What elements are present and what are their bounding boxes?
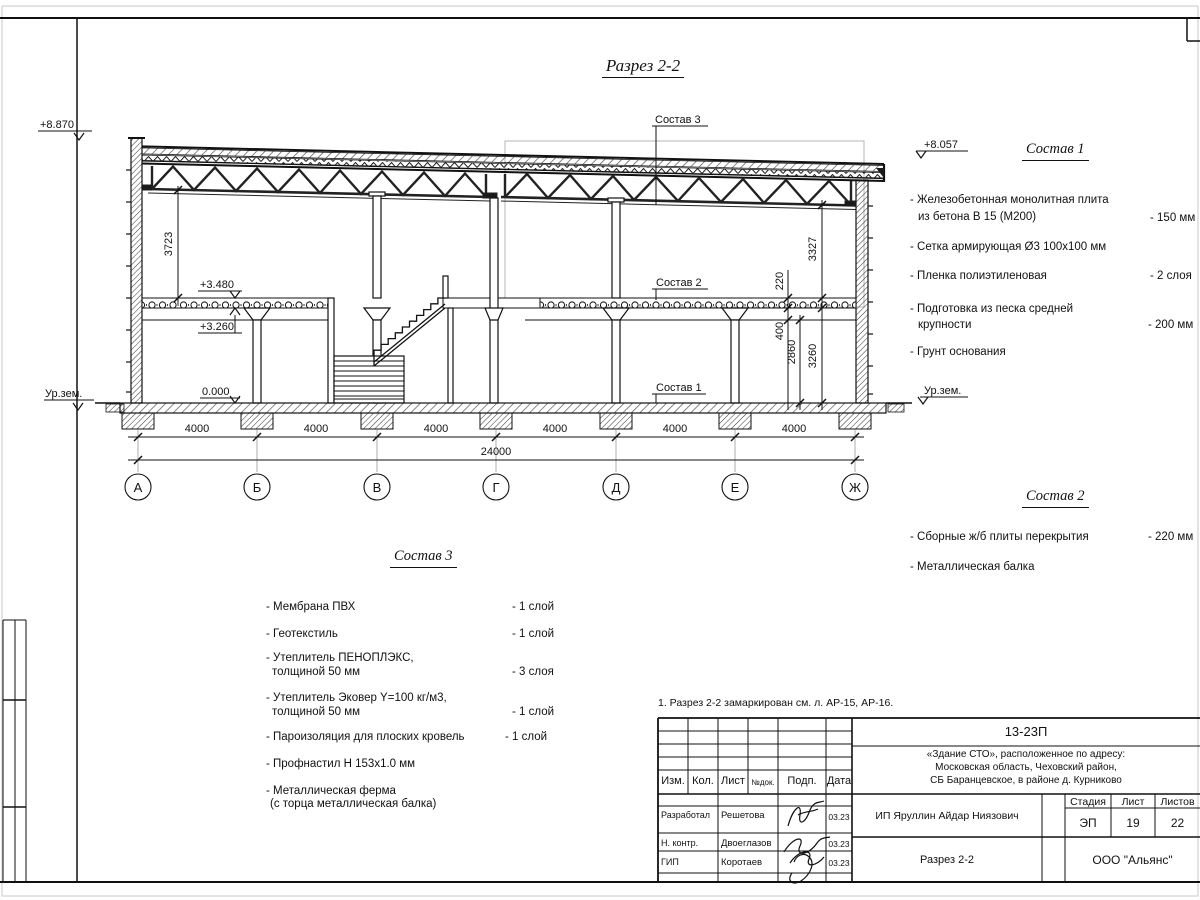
date-gip: 03.23 <box>828 858 850 868</box>
sostav3-item-value: - 1 слой <box>512 601 555 613</box>
grid-label-g: Г <box>492 480 500 495</box>
col-ndok: №док. <box>751 778 775 787</box>
date-developed: 03.23 <box>828 812 850 822</box>
elev-zero: 0.000 <box>202 386 230 398</box>
sheets-label: Листов <box>1160 796 1195 808</box>
signature-1 <box>788 801 824 826</box>
side-stamp <box>3 620 26 882</box>
sostav3-item: - Геотекстиль <box>266 628 338 640</box>
sostav3-item-value: - 1 слой <box>505 731 548 743</box>
role-developed: Разработал <box>661 810 710 820</box>
dim-3723: 3723 <box>163 231 175 257</box>
ref-sostav2: Состав 2 <box>656 277 702 289</box>
doc-number: 13-23П <box>1004 724 1048 739</box>
sostav1-item: - Грунт основания <box>910 346 1006 358</box>
right-wall <box>856 180 868 403</box>
dim-bay-2: 4000 <box>303 423 329 435</box>
col-data: Дата <box>826 775 852 787</box>
sheet-label: Лист <box>1121 796 1145 808</box>
sostav2-item: - Металлическая балка <box>910 561 1035 573</box>
page-title: Разрез 2-2 <box>563 56 723 76</box>
stage-label: Стадия <box>1070 796 1106 808</box>
sostav1-item: - Сетка армирующая Ø3 100х100 мм <box>910 241 1107 253</box>
sostav1-header: Состав 1 <box>1022 141 1089 161</box>
staircase <box>328 276 453 403</box>
sostav1-item-value: - 150 мм <box>1150 212 1196 224</box>
sostav1-item: крупности <box>918 319 972 331</box>
sostav3-header: Состав 3 <box>390 548 457 568</box>
grid-label-a: А <box>133 480 143 495</box>
client-name: ИП Яруллин Айдар Ниязович <box>875 810 1019 822</box>
sostav3-item: - Пароизоляция для плоских кровель <box>266 731 465 743</box>
sostav3-item: - Утеплитель ПЕНОПЛЭКС, <box>266 652 414 664</box>
dim-bay-1: 4000 <box>184 423 210 435</box>
col-kol: Кол. <box>692 775 714 787</box>
object-address-3: СБ Баранцевское, в районе д. Курниково <box>930 775 1122 786</box>
sostav3-item: толщиной 50 мм <box>272 706 361 718</box>
grid-label-v: В <box>372 480 382 495</box>
ref-sostav3: Состав 3 <box>655 114 701 126</box>
date-ncontrol: 03.23 <box>828 839 850 849</box>
sostav1-item-value: - 2 слоя <box>1150 270 1192 282</box>
role-ncontrol: Н. контр. <box>661 838 699 848</box>
dim-bay-6: 4000 <box>781 423 807 435</box>
grid-label-e: Е <box>730 480 740 495</box>
stair-upper-flight-steps <box>374 298 445 356</box>
signature-2 <box>784 837 830 883</box>
stage-value: ЭП <box>1079 816 1097 830</box>
sostav3-item: - Профнастил Н 153х1.0 мм <box>266 758 416 770</box>
col-izm: Изм. <box>661 775 685 787</box>
sostav1-item: - Железобетонная монолитная плита <box>910 194 1109 206</box>
elev-beam: +3.260 <box>200 321 234 333</box>
grid-label-b: Б <box>252 480 262 495</box>
grid-label-d: Д <box>611 480 621 495</box>
bearing-pad-left <box>142 185 152 190</box>
bearing-pad-mid <box>483 193 497 198</box>
object-address-2: Московская область, Чеховский район, <box>935 762 1117 773</box>
elev-top-left: +8.870 <box>40 119 74 131</box>
dim-220: 220 <box>774 271 786 291</box>
sostav1-item: из бетона В 15 (М200) <box>918 211 1037 223</box>
foundation-blocks <box>122 413 871 429</box>
sostav3-item-value: - 1 слой <box>512 628 555 640</box>
sostav3-item: толщиной 50 мм <box>272 666 361 678</box>
railing-post <box>443 276 448 298</box>
dim-3260: 3260 <box>807 343 819 369</box>
dim-400: 400 <box>774 321 786 341</box>
elev-slab: +3.480 <box>200 279 234 291</box>
sostav2-item: - Сборные ж/б плиты перекрытия <box>910 531 1089 543</box>
stair-post-right <box>448 308 453 403</box>
sostav1-item: - Пленка полиэтиленовая <box>910 270 1047 282</box>
stair-post-left <box>328 298 334 403</box>
roof-assembly <box>142 146 884 182</box>
dim-total: 24000 <box>480 446 512 458</box>
sostav1-item-value: - 200 мм <box>1148 319 1194 331</box>
sheets-value: 22 <box>1170 816 1185 830</box>
vertical-dim-left <box>174 186 182 304</box>
col-podp: Подп. <box>787 775 817 787</box>
role-gip: ГИП <box>661 857 679 867</box>
sheet-note: 1. Разрез 2-2 замаркирован см. л. АР-15, АР-16. <box>658 697 894 709</box>
sostav3-item: - Металлическая ферма <box>266 785 396 797</box>
sostav1-item: - Подготовка из песка средней <box>910 303 1074 315</box>
sostav3-item: - Мембрана ПВХ <box>266 601 356 613</box>
sostav3-item-value: - 1 слой <box>512 706 555 718</box>
col-list: Лист <box>721 775 745 787</box>
sostav3-item-value: - 3 слоя <box>512 666 554 678</box>
dim-bay-3: 4000 <box>423 423 449 435</box>
grid-labels <box>134 480 861 495</box>
name-ncontrol: Двоеглазов <box>721 838 772 849</box>
column-grid-g <box>490 198 498 403</box>
object-address-1: «Здание СТО», расположенное по адресу: <box>926 749 1126 760</box>
drawing-name: Разрез 2-2 <box>919 854 974 866</box>
dim-2860: 2860 <box>786 339 798 365</box>
dim-bay-4: 4000 <box>542 423 568 435</box>
sostav2-header: Состав 2 <box>1022 488 1089 508</box>
name-gip: Коротаев <box>721 857 763 868</box>
sostav3-item: (с торца металлическая балка) <box>270 798 437 810</box>
name-developed: Решетова <box>721 810 765 821</box>
elev-top-right: +8.057 <box>924 139 958 151</box>
dim-3327: 3327 <box>807 236 819 262</box>
elev-ground-right: Ур.зем. <box>924 385 962 397</box>
grid-label-zh: Ж <box>848 480 862 495</box>
sheet-value: 19 <box>1126 816 1140 830</box>
ref-sostav1: Состав 1 <box>656 382 702 394</box>
signatures <box>784 801 830 883</box>
sostav3-item: - Утеплитель Эковер Y=100 кг/м3, <box>266 692 447 704</box>
left-wall <box>131 138 142 403</box>
dim-bay-5: 4000 <box>662 423 688 435</box>
sostav2-item-value: - 220 мм <box>1148 531 1194 543</box>
company-name: ООО "Альянс" <box>1092 853 1173 867</box>
elev-ground-left: Ур.зем. <box>45 388 83 400</box>
